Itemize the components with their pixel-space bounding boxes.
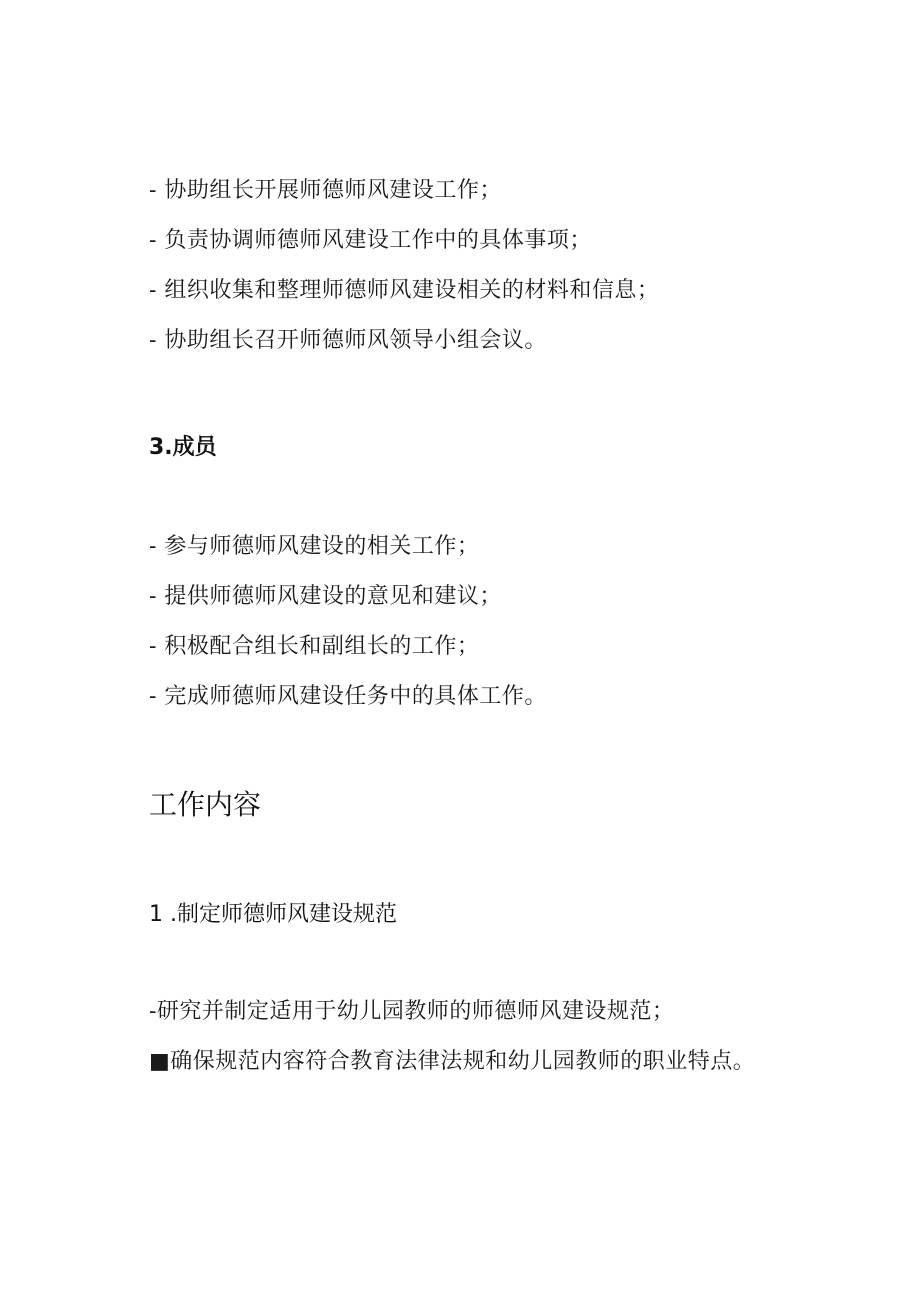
vice-leader-duty-item: - 协助组长召开师德师风领导小组会议。 (149, 328, 547, 353)
member-duty-item: - 提供师德师风建设的意见和建议； (149, 584, 502, 609)
section1-item: ■确保规范内容符合教育法律法规和幼儿园教师的职业特点。 (149, 1049, 756, 1074)
vice-leader-duty-item: - 负责协调师德师风建设工作中的具体事项； (149, 228, 592, 253)
section1-item: -研究并制定适用于幼儿园教师的师德师风建设规范； (149, 999, 675, 1024)
member-duty-item: - 积极配合组长和副组长的工作； (149, 634, 480, 659)
section1-heading: 1 .制定师德师风建设规范 (149, 902, 397, 927)
vice-leader-duty-item: - 协助组长开展师德师风建设工作； (149, 178, 502, 203)
member-duty-item: - 完成师德师风建设任务中的具体工作。 (149, 684, 547, 709)
member-duty-item: - 参与师德师风建设的相关工作； (149, 534, 480, 559)
work-content-heading: 工作内容 (149, 788, 262, 821)
vice-leader-duty-item: - 组织收集和整理师德师风建设相关的材料和信息； (149, 278, 660, 303)
members-heading: 3.成员 (149, 435, 217, 460)
